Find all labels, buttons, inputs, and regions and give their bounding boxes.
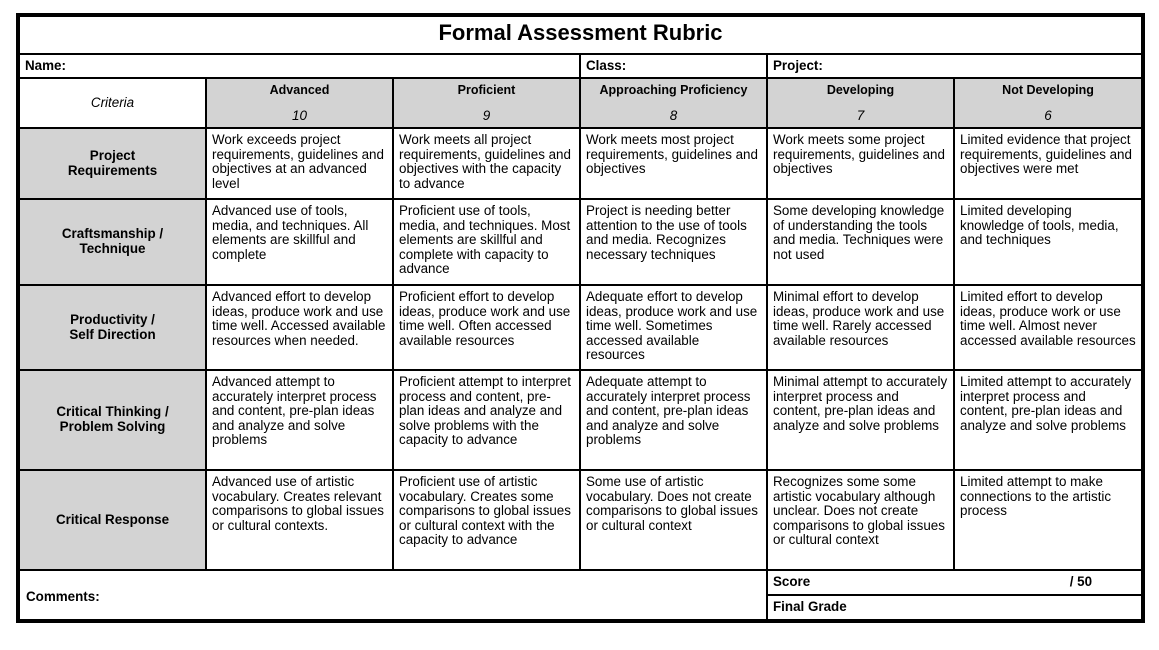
rubric-cell: Minimal effort to develop ideas, produce work and use time well. Rarely accessed available resources [767,285,954,370]
rubric-cell: Limited developing knowledge of tools, media, and techniques [954,199,1143,285]
page-title: Formal Assessment Rubric [438,20,723,46]
level-score: 8 [669,108,678,123]
criterion-line: Problem Solving [59,419,166,434]
criterion-label [18,370,206,470]
criterion-line: Self Direction [69,326,156,342]
criterion-line: Critical Response [55,511,170,527]
criterion-line: Requirements [67,162,158,178]
rubric-cell: Advanced use of tools, media, and techniques. All elements are skillful and complete [206,199,393,285]
criterion-label [18,199,206,285]
level-name: Approaching Proficiency [599,83,748,97]
table-row [18,470,1143,570]
rubric-cell: Work meets all project requirements, guidelines and objectives with the capacity to advance [393,128,580,199]
rubric-cell: Advanced use of artistic vocabulary. Creates relevant comparisons to global issues or cultural contexts. [206,470,393,570]
name-field: Name: [18,54,580,78]
assessment-rubric-table [16,13,1145,623]
level-header-proficient [393,78,580,128]
criterion-line: Craftsmanship / [61,226,164,242]
criterion-line: Project [89,147,136,163]
final-grade-field: Final Grade [767,595,1143,621]
comments-field: Comments: [18,570,767,621]
table-row [18,199,1143,285]
rubric-cell: Work meets most project requirements, guidelines and objectives [580,128,767,199]
title-cell [18,15,1143,54]
criterion-line: Critical Thinking / [56,404,169,420]
level-header-developing [767,78,954,128]
level-score: 10 [291,108,308,123]
criterion-label [18,128,206,199]
project-field: Project: [767,54,1143,78]
table-row [18,370,1143,470]
criterion-label [18,470,206,570]
level-name: Advanced [269,83,330,97]
rubric-cell: Recognizes some some artistic vocabulary although unclear. Does not create comparisons to global issues or cultural context [767,470,954,570]
rubric-cell: Proficient use of artistic vocabulary. Creates some comparisons to global issues or cultural context with the capacity to advance [393,470,580,570]
rubric-cell: Work meets some project requirements, guidelines and objectives [767,128,954,199]
criterion-label [18,285,206,370]
table-row [18,285,1143,370]
rubric-cell: Some developing knowledge of understanding the tools and media. Techniques were not used [767,199,954,285]
level-name: Not Developing [1002,83,1094,97]
criterion-line: Productivity / [70,311,155,327]
rubric-cell: Limited effort to develop ideas, produce work or use time well. Almost never accessed available resources [954,285,1143,370]
rubric-cell: Limited attempt to accurately interpret process and content, pre-plan ideas and analyze and solve problems [954,370,1143,470]
level-name: Developing [826,83,895,97]
rubric-cell: Limited evidence that project requirements, guidelines and objectives were met [954,128,1143,199]
level-score: 6 [1044,108,1052,123]
score-label: Score [773,574,811,590]
criteria-header: Criteria [18,78,206,128]
score-max: / 50 [1069,574,1093,590]
rubric-cell: Minimal attempt to accurately interpret process and content, pre-plan ideas and analyze and solve problems [767,370,954,470]
score-field [767,570,1143,595]
rubric-cell: Advanced effort to develop ideas, produce work and use time well. Accessed available resources when needed. [206,285,393,370]
level-header-advanced [206,78,393,128]
rubric-cell: Proficient use of tools, media, and techniques. Most elements are skillful and complete with capacity to advance [393,199,580,285]
table-row [18,128,1143,199]
rubric-cell: Limited attempt to make connections to the artistic process [954,470,1143,570]
rubric-cell: Work exceeds project requirements, guidelines and objectives at an advanced level [206,128,393,199]
criterion-line: Technique [79,241,146,256]
level-score: 9 [482,108,491,123]
level-score: 7 [856,108,865,123]
rubric-cell: Some use of artistic vocabulary. Does not create comparisons to global issues or cultural context [580,470,767,570]
level-header-not-developing [954,78,1143,128]
rubric-cell: Adequate effort to develop ideas, produce work and use time well. Sometimes accessed available resources [580,285,767,370]
rubric-cell: Adequate attempt to accurately interpret process and content, pre-plan ideas and analyze and solve problems [580,370,767,470]
rubric-cell: Project is needing better attention to the use of tools and media. Recognizes necessary techniques [580,199,767,285]
level-name: Proficient [457,83,516,97]
rubric-cell: Advanced attempt to accurately interpret process and content, pre-plan ideas and analyze and solve problems [206,370,393,470]
rubric-cell: Proficient attempt to interpret process and content, pre-plan ideas and analyze and solve problems with the capacity to advance [393,370,580,470]
rubric-cell: Proficient effort to develop ideas, produce work and use time well. Often accessed available resources [393,285,580,370]
level-header-approaching [580,78,767,128]
class-field: Class: [580,54,767,78]
